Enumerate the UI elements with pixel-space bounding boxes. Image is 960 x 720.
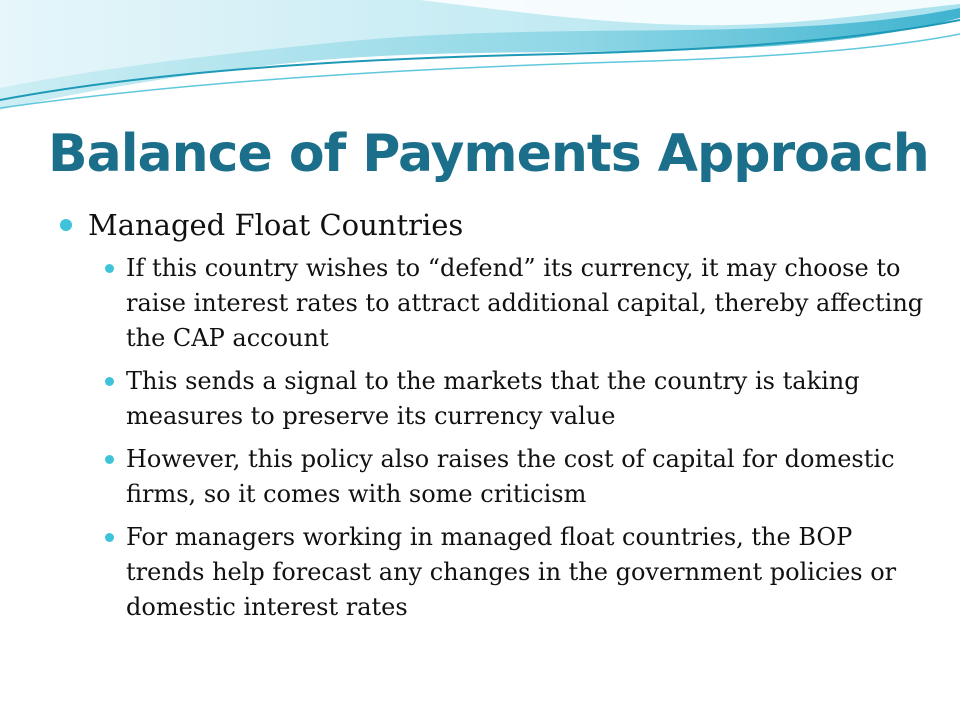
sub-bullet	[126, 520, 926, 625]
sub-bullet	[126, 442, 926, 512]
sub-bullet-text: If this country wishes to “defend” its currency, it may choose to raise interest rates to attract additional capital, thereby affecting the CAP account	[126, 254, 924, 352]
main-bullet-text: Managed Float Countries	[88, 208, 464, 242]
bullet-icon	[105, 533, 114, 542]
slide-body	[60, 205, 924, 633]
bullet-icon	[60, 219, 72, 231]
bullet-icon	[105, 377, 114, 386]
main-bullet	[60, 205, 920, 245]
bullet-icon	[105, 455, 114, 464]
sub-bullet	[126, 251, 926, 356]
sub-bullet-text: However, this policy also raises the cost of capital for domestic firms, so it comes with some criticism	[126, 445, 895, 508]
sub-bullet-list	[126, 251, 926, 625]
sub-bullet-text: This sends a signal to the markets that the country is taking measures to preserve its currency value	[126, 367, 860, 430]
bullet-icon	[105, 264, 114, 273]
slide-title: Balance of Payments Approach	[48, 124, 929, 184]
sub-bullet	[126, 364, 926, 434]
sub-bullet-text: For managers working in managed float countries, the BOP trends help forecast any changes in the government policies or domestic interest rates	[126, 523, 897, 621]
decorative-wave-header	[0, 0, 960, 120]
